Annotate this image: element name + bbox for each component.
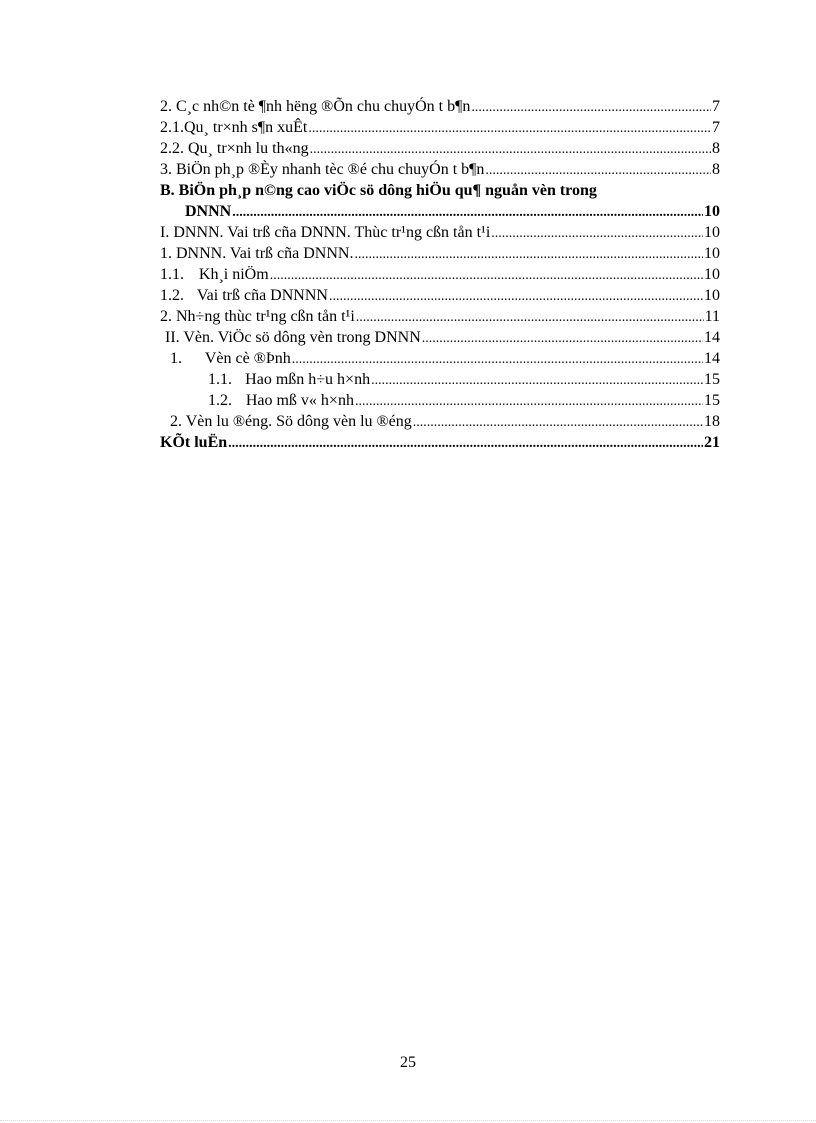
toc-entry-label: 3. BiÖn ph¸p ®Èy nhanh tèc ®é chu chuyÓn t b¶n <box>160 161 485 178</box>
toc-entry-page: 11 <box>704 308 720 325</box>
toc-entry-number: 1.2. <box>160 287 184 304</box>
toc-leader <box>485 160 711 181</box>
toc-entry-label: 2. Vèn lu ®éng. Sö dông vèn lu ®éng <box>170 413 412 430</box>
toc-entry-label: 2. Nh÷ng thùc tr¹ng cßn tån t¹i <box>160 308 355 325</box>
toc-leader <box>292 349 703 370</box>
toc-entry-label: 2.1.Qu¸ tr×nh s¶n xuÊt <box>160 119 308 136</box>
toc-leader <box>270 265 703 286</box>
toc-entry <box>160 222 720 243</box>
toc-leader <box>371 370 703 391</box>
toc-entry-label: Hao mßn h÷u h×nh <box>245 371 371 388</box>
toc-entry-page: 14 <box>704 329 720 346</box>
toc-entry-label: I. DNNN. Vai trß cña DNNN. Thùc tr¹ng cßn tån t¹i <box>160 224 491 241</box>
toc-entry-page: 10 <box>704 245 720 262</box>
toc-entry <box>160 348 720 369</box>
toc-entry-page: 10 <box>704 224 720 241</box>
toc-entry-label: 1. DNNN. Vai trß cña DNNN. <box>160 245 354 262</box>
toc-leader <box>356 307 704 328</box>
toc-entry <box>160 432 720 453</box>
toc-leader <box>232 202 703 223</box>
page-number: 25 <box>400 1054 416 1071</box>
toc-leader <box>329 286 703 307</box>
toc-entry <box>160 285 720 306</box>
toc-entry-label: II. Vèn. ViÖc sö dông vèn trong DNNN <box>165 329 421 346</box>
toc-leader <box>355 391 703 412</box>
toc-entry <box>160 243 720 264</box>
toc-entry-label: 2. C¸c nh©n tè ¶nh hëng ®Õn chu chuyÓn t b¶n <box>160 98 471 115</box>
toc-entry-heading-line: B. BiÖn ph¸p n©ng cao viÖc sö dông hiÖu qu¶ nguån vèn trong <box>160 182 597 199</box>
toc-entry-number: 1.1. <box>160 266 184 283</box>
toc-entry <box>160 138 720 159</box>
toc-entry-number: 1.1. <box>208 371 232 388</box>
toc-entry-label: Vai trß cña DNNNN <box>196 287 328 304</box>
toc-leader <box>471 97 711 118</box>
toc-entry <box>160 306 720 327</box>
page-bottom-border <box>0 1120 816 1121</box>
toc-entry-page: 10 <box>704 203 720 220</box>
toc-leader <box>228 433 703 454</box>
toc-entry <box>160 264 720 285</box>
toc-entry-label: 2.2. Qu¸ tr×nh lu th«ng <box>160 140 309 157</box>
toc-entry-page: 18 <box>704 413 720 430</box>
toc-entry <box>160 201 720 222</box>
toc-leader <box>310 139 711 160</box>
toc-entry <box>160 369 720 390</box>
toc-entry-page: 7 <box>712 119 720 136</box>
toc-leader <box>491 223 703 244</box>
toc-entry-page: 10 <box>704 287 720 304</box>
toc-leader <box>422 328 703 349</box>
toc-entry-page: 8 <box>712 161 720 178</box>
toc-entry-page: 15 <box>704 392 720 409</box>
toc-entry-label: Hao mß v« h×nh <box>245 392 354 409</box>
toc-entry-page: 7 <box>712 98 720 115</box>
toc-entry-number: 1. <box>170 350 182 367</box>
toc-leader <box>308 118 711 139</box>
toc-entry-number: 1.2. <box>208 392 232 409</box>
toc-entry-label: Kh¸i niÖm <box>198 266 269 283</box>
toc-entry <box>160 411 720 432</box>
toc-entry-label: DNNN <box>185 203 232 220</box>
toc-entry <box>160 96 720 117</box>
table-of-contents <box>160 96 720 453</box>
toc-entry-page: 10 <box>704 266 720 283</box>
toc-entry-page: 8 <box>712 140 720 157</box>
toc-leader <box>354 244 703 265</box>
toc-entry-page: 15 <box>704 371 720 388</box>
toc-entry <box>160 117 720 138</box>
toc-entry <box>160 390 720 411</box>
toc-entry <box>160 159 720 180</box>
toc-leader <box>413 412 703 433</box>
toc-entry-label: Vèn cè ®Þnh <box>204 350 291 367</box>
toc-entry <box>160 327 720 348</box>
toc-entry-label: KÕt luËn <box>160 434 228 451</box>
toc-entry-page: 14 <box>704 350 720 367</box>
toc-entry-page: 21 <box>704 434 720 451</box>
